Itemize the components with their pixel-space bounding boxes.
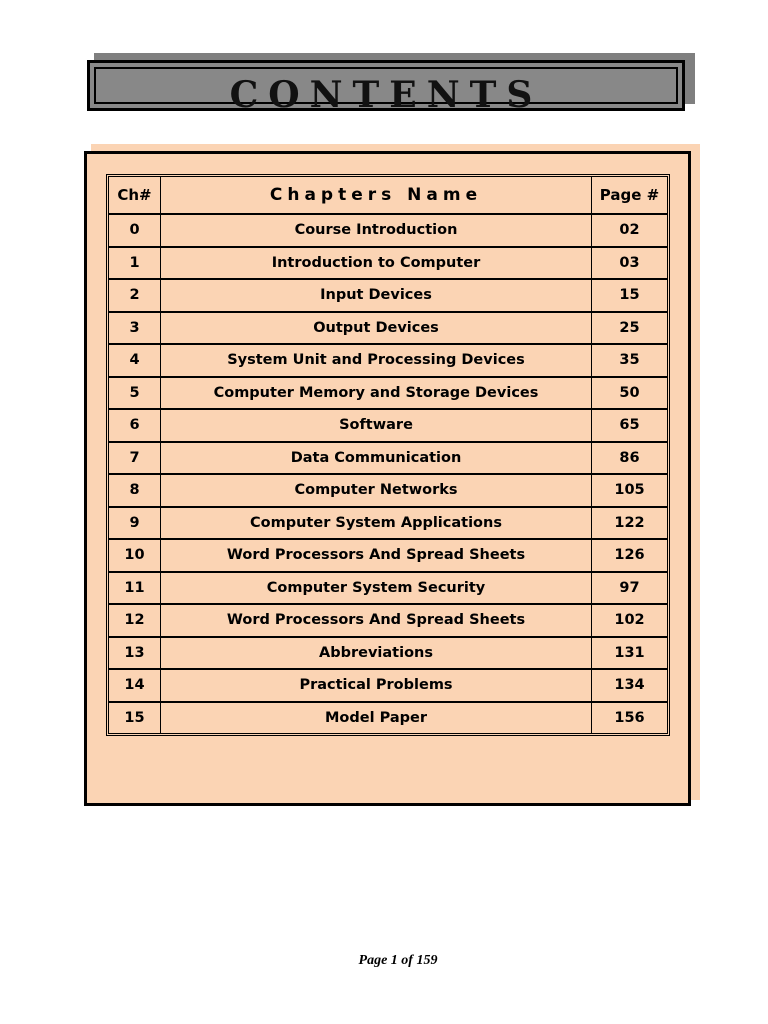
table-row bbox=[109, 345, 667, 378]
contents-table bbox=[108, 176, 668, 734]
chapter-number-cell: 6 bbox=[109, 410, 161, 443]
chapter-number-cell: 15 bbox=[109, 703, 161, 734]
title-banner bbox=[87, 60, 685, 111]
table-row bbox=[109, 410, 667, 443]
page-number-cell: 65 bbox=[592, 410, 667, 443]
chapter-name-cell: Computer System Applications bbox=[161, 508, 592, 541]
page-number-cell: 02 bbox=[592, 215, 667, 248]
chapter-number-cell: 13 bbox=[109, 638, 161, 671]
page-number-cell: 126 bbox=[592, 540, 667, 573]
table-header-row bbox=[109, 177, 667, 215]
table-row bbox=[109, 638, 667, 671]
chapter-number-cell: 14 bbox=[109, 670, 161, 703]
chapter-number-cell: 1 bbox=[109, 248, 161, 281]
table-row bbox=[109, 248, 667, 281]
table-row bbox=[109, 540, 667, 573]
chapter-name-cell: Computer Networks bbox=[161, 475, 592, 508]
page-number-cell: 15 bbox=[592, 280, 667, 313]
chapter-name-cell: Output Devices bbox=[161, 313, 592, 346]
chapter-name-cell: Abbreviations bbox=[161, 638, 592, 671]
page-number-cell: 97 bbox=[592, 573, 667, 606]
table-row bbox=[109, 573, 667, 606]
chapter-name-cell: Computer System Security bbox=[161, 573, 592, 606]
page-footer: Page 1 of 159 bbox=[358, 953, 438, 968]
page-number-cell: 131 bbox=[592, 638, 667, 671]
table-row bbox=[109, 443, 667, 476]
table-row bbox=[109, 475, 667, 508]
chapter-name-cell: Input Devices bbox=[161, 280, 592, 313]
table-body bbox=[109, 215, 667, 733]
page-number-cell: 50 bbox=[592, 378, 667, 411]
page-number-cell: 25 bbox=[592, 313, 667, 346]
page-number-cell: 156 bbox=[592, 703, 667, 734]
chapter-name-cell: System Unit and Processing Devices bbox=[161, 345, 592, 378]
table-row bbox=[109, 670, 667, 703]
page-number-cell: 86 bbox=[592, 443, 667, 476]
table-row bbox=[109, 605, 667, 638]
chapter-number-cell: 5 bbox=[109, 378, 161, 411]
table-row bbox=[109, 508, 667, 541]
chapter-name-cell: Word Processors And Spread Sheets bbox=[161, 540, 592, 573]
page-number-cell: 35 bbox=[592, 345, 667, 378]
page-number-cell: 105 bbox=[592, 475, 667, 508]
chapter-number-cell: 3 bbox=[109, 313, 161, 346]
chapter-name-cell: Course Introduction bbox=[161, 215, 592, 248]
header-page-number: Page # bbox=[592, 177, 667, 215]
chapter-number-cell: 8 bbox=[109, 475, 161, 508]
chapter-number-cell: 11 bbox=[109, 573, 161, 606]
header-chapter-number: Ch# bbox=[109, 177, 161, 215]
table-row bbox=[109, 703, 667, 734]
chapter-name-cell: Data Communication bbox=[161, 443, 592, 476]
page-title: CONTENTS bbox=[229, 74, 543, 111]
chapter-number-cell: 0 bbox=[109, 215, 161, 248]
chapter-number-cell: 2 bbox=[109, 280, 161, 313]
chapter-number-cell: 9 bbox=[109, 508, 161, 541]
chapter-name-cell: Introduction to Computer bbox=[161, 248, 592, 281]
page-number-cell: 102 bbox=[592, 605, 667, 638]
header-chapter-name: Chapters Name bbox=[161, 177, 592, 215]
page-number-cell: 134 bbox=[592, 670, 667, 703]
chapter-number-cell: 4 bbox=[109, 345, 161, 378]
chapter-number-cell: 7 bbox=[109, 443, 161, 476]
chapter-name-cell: Software bbox=[161, 410, 592, 443]
table-row bbox=[109, 280, 667, 313]
page-number-cell: 03 bbox=[592, 248, 667, 281]
chapter-number-cell: 12 bbox=[109, 605, 161, 638]
chapter-name-cell: Practical Problems bbox=[161, 670, 592, 703]
chapter-name-cell: Computer Memory and Storage Devices bbox=[161, 378, 592, 411]
chapter-name-cell: Word Processors And Spread Sheets bbox=[161, 605, 592, 638]
chapter-name-cell: Model Paper bbox=[161, 703, 592, 734]
table-row bbox=[109, 215, 667, 248]
table-row bbox=[109, 313, 667, 346]
table-row bbox=[109, 378, 667, 411]
page-number-cell: 122 bbox=[592, 508, 667, 541]
chapter-number-cell: 10 bbox=[109, 540, 161, 573]
